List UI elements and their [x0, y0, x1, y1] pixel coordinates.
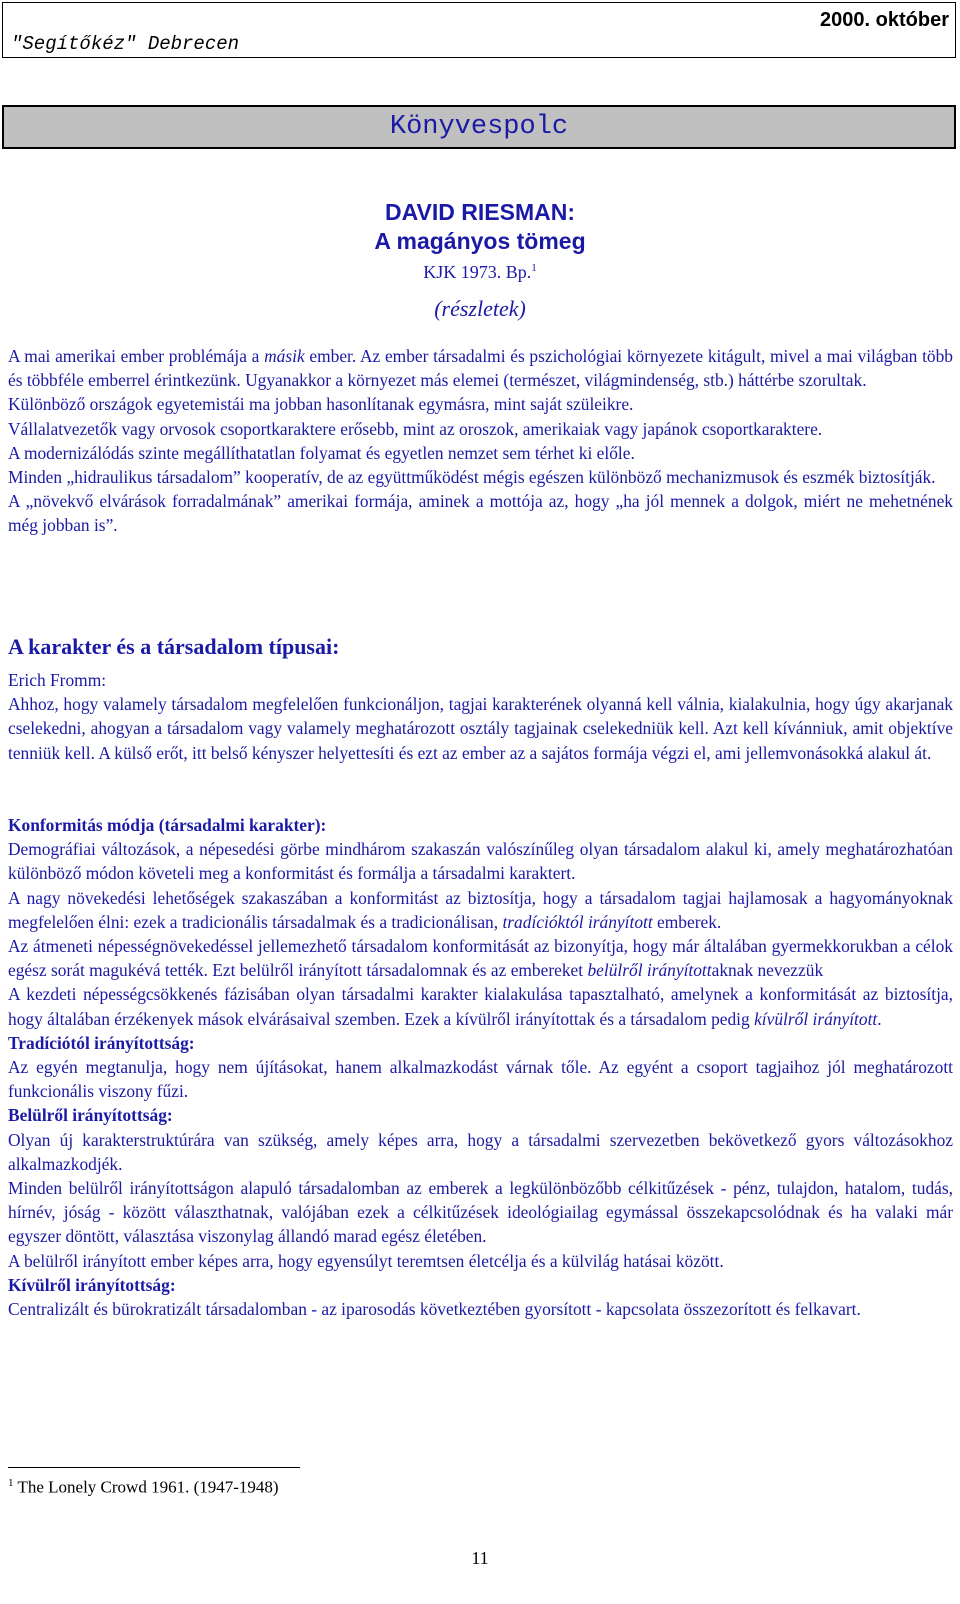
fromm-section — [8, 668, 953, 765]
footnote — [8, 1477, 279, 1498]
book-author: DAVID RIESMAN: — [385, 199, 575, 225]
page-header — [2, 2, 956, 58]
fromm-label: Erich Fromm: — [8, 670, 107, 690]
tradition-text: Az egyén megtanulja, hogy nem újításokat, hanem alkalmazkodást várnak tőle. Az egyént a csoport tagjaihoz jól meghatározott funkcionális viszony fűzi. — [8, 1057, 953, 1102]
conformity-p2-a: A nagy növekedési lehetőségek szakaszában a konformitást az biztosítja, hogy a társadalom tagjai hajlamosak a hagyományoknak megfelelően élni: ezek a tradicionális társadalmak és a tradicionálisan, — [8, 887, 953, 932]
publication-name: "Segítőkéz" Debrecen — [11, 33, 240, 55]
conformity-heading: Konformitás módja (társadalmi karakter): — [8, 815, 327, 835]
footnote-marker: 1 — [8, 1477, 14, 1489]
inner-paragraph-2: Minden belülről irányítottságon alapuló társadalomban az emberek a legkülönbözőbb célkitűzések - pénz, tulajdon, hatalom, tudás, hírnév, jóság - között választhatnak, valójában ezek a célkitűzések ideológiailag egymással összekapcsolódnak és ha valaki már egyszer döntött, választása viszonylag állandó marad egész életében. — [8, 1178, 953, 1247]
inner-paragraph-1: Olyan új karakterstruktúrára van szükség, amely képes arra, hogy a társadalmi szervezetben bekövetkező gyors változásokhoz alkalmazkodjék. — [8, 1129, 953, 1174]
intro-paragraph-6: A „növekvő elvárások forradalmának” amerikai formája, aminek a mottója az, hogy „ha jól mennek a dolgok, miért ne mehetnének még jobban is”. — [8, 491, 953, 536]
excerpt-label: (részletek) — [434, 296, 526, 321]
intro-paragraph-4: A modernizálódás szinte megállíthatatlan folyamat és egyetlen nemzet sem térhet ki előle. — [8, 442, 635, 463]
intro-p1-em: másik — [264, 346, 305, 366]
tradition-heading: Tradíciótól irányítottság: — [8, 1032, 195, 1053]
conformity-p4-b: . — [877, 1008, 882, 1029]
conformity-section — [8, 813, 953, 1321]
outer-heading: Kívülről irányítottság: — [8, 1274, 176, 1295]
issue-date: 2000. október — [820, 9, 949, 31]
book-publication — [0, 256, 960, 284]
outer-text: Centralizált és bürokratizált társadalomban - az iparosodás következtében gyorsított - kapcsolata összezorított és felkavart. — [8, 1299, 861, 1320]
conformity-p3-b: aknak nevezzük — [711, 960, 824, 981]
intro-paragraph-5: Minden „hidraulikus társadalom” kooperatív, de az együttműködést mégis egészen különböző mechanizmusok és eszmék biztosítják. — [8, 467, 936, 488]
intro-paragraph-1 — [8, 344, 953, 392]
conformity-paragraph-1: Demográfiai változások, a népesedési görbe mindhárom szakaszán valószínűleg olyan társadalom alakul ki, amely meghatározhatóan különböző módon követeli meg a konformitást és formálja a társadalmi karaktert. — [8, 839, 953, 884]
intro-p1-a: A mai amerikai ember problémája a — [8, 346, 265, 366]
intro-p1-b: ember. Az ember társadalmi és pszichológiai környezete kitágult, mivel a mai világban több és többféle emberrel érintkezünk. Ugyanakkor a környezet más elemei (természet, világmindenség, stb.) háttérbe szorultak. — [8, 346, 953, 391]
page-number: 11 — [471, 1548, 489, 1568]
inner-paragraph-3: A belülről irányított ember képes arra, hogy egyensúlyt teremtsen életcélja és a külvilág hatásai között. — [8, 1250, 724, 1271]
conformity-p2-em: tradícióktól irányított — [502, 911, 653, 932]
footnote-separator — [8, 1467, 300, 1468]
inner-heading: Belülről irányítottság: — [8, 1105, 173, 1126]
intro-paragraph-2: Különböző országok egyetemistái ma jobban hasonlítanak egymásra, mint saját szüleikre. — [8, 394, 634, 415]
conformity-p4-em: kívülről irányított — [754, 1008, 878, 1029]
conformity-p4-a: A kezdeti népességcsökkenés fázisában olyan társadalmi karakter kialakulása tapasztalható, amelynek a konformitását az biztosítja, hogy általában érzékenyek mások elvárásaival szemben. Ezek a kívülről irányítottak és a társadalom pedig — [8, 984, 953, 1029]
fromm-text: Ahhoz, hogy valamely társadalom megfelelően funkcionáljon, tagjai karakterének olyanná kell válnia, kialakulnia, hogy úgy akarjanak cselekedni, ahogyan a társadalom vagy valamely meghatározott osztály tagjainak cselekedniük kell. Azt kell kívánniuk, amit objektíve tenniük kell. A külső erőt, itt belső kényszer helyettesíti és ezt az ember az a sajátos formája végzi el, ami jellemvonásokká alakul át. — [8, 694, 953, 763]
conformity-p2-b: emberek. — [652, 911, 722, 932]
book-title: A magányos tömeg — [374, 228, 586, 254]
footnote-ref[interactable]: 1 — [531, 262, 537, 274]
intro-section — [8, 344, 953, 538]
section-title-bar — [2, 105, 956, 149]
section-heading: A karakter és a társadalom típusai: — [8, 634, 340, 659]
conformity-paragraph-3 — [8, 934, 953, 982]
conformity-p3-a: Az átmeneti népességnövekedéssel jellemezhető társadalom konformitását az bizonyítja, hogy már általában gyermekkorukban a célok egész sorát magukévá tették. Ezt belülről irányított társadalomnak és az embereket — [8, 936, 953, 981]
publication-info: KJK 1973. Bp. — [423, 262, 532, 282]
footnote-text: The Lonely Crowd 1961. (1947-1948) — [17, 1477, 279, 1497]
book-title-block — [0, 198, 960, 322]
conformity-paragraph-4 — [8, 982, 953, 1030]
conformity-p3-em: belülről irányított — [587, 960, 712, 981]
conformity-paragraph-2 — [8, 886, 953, 934]
intro-paragraph-3: Vállalatvezetők vagy orvosok csoportkaraktere erősebb, mint az oroszok, amerikaiak vagy japánok csoportkaraktere. — [8, 418, 823, 439]
section-title: Könyvespolc — [389, 112, 569, 142]
